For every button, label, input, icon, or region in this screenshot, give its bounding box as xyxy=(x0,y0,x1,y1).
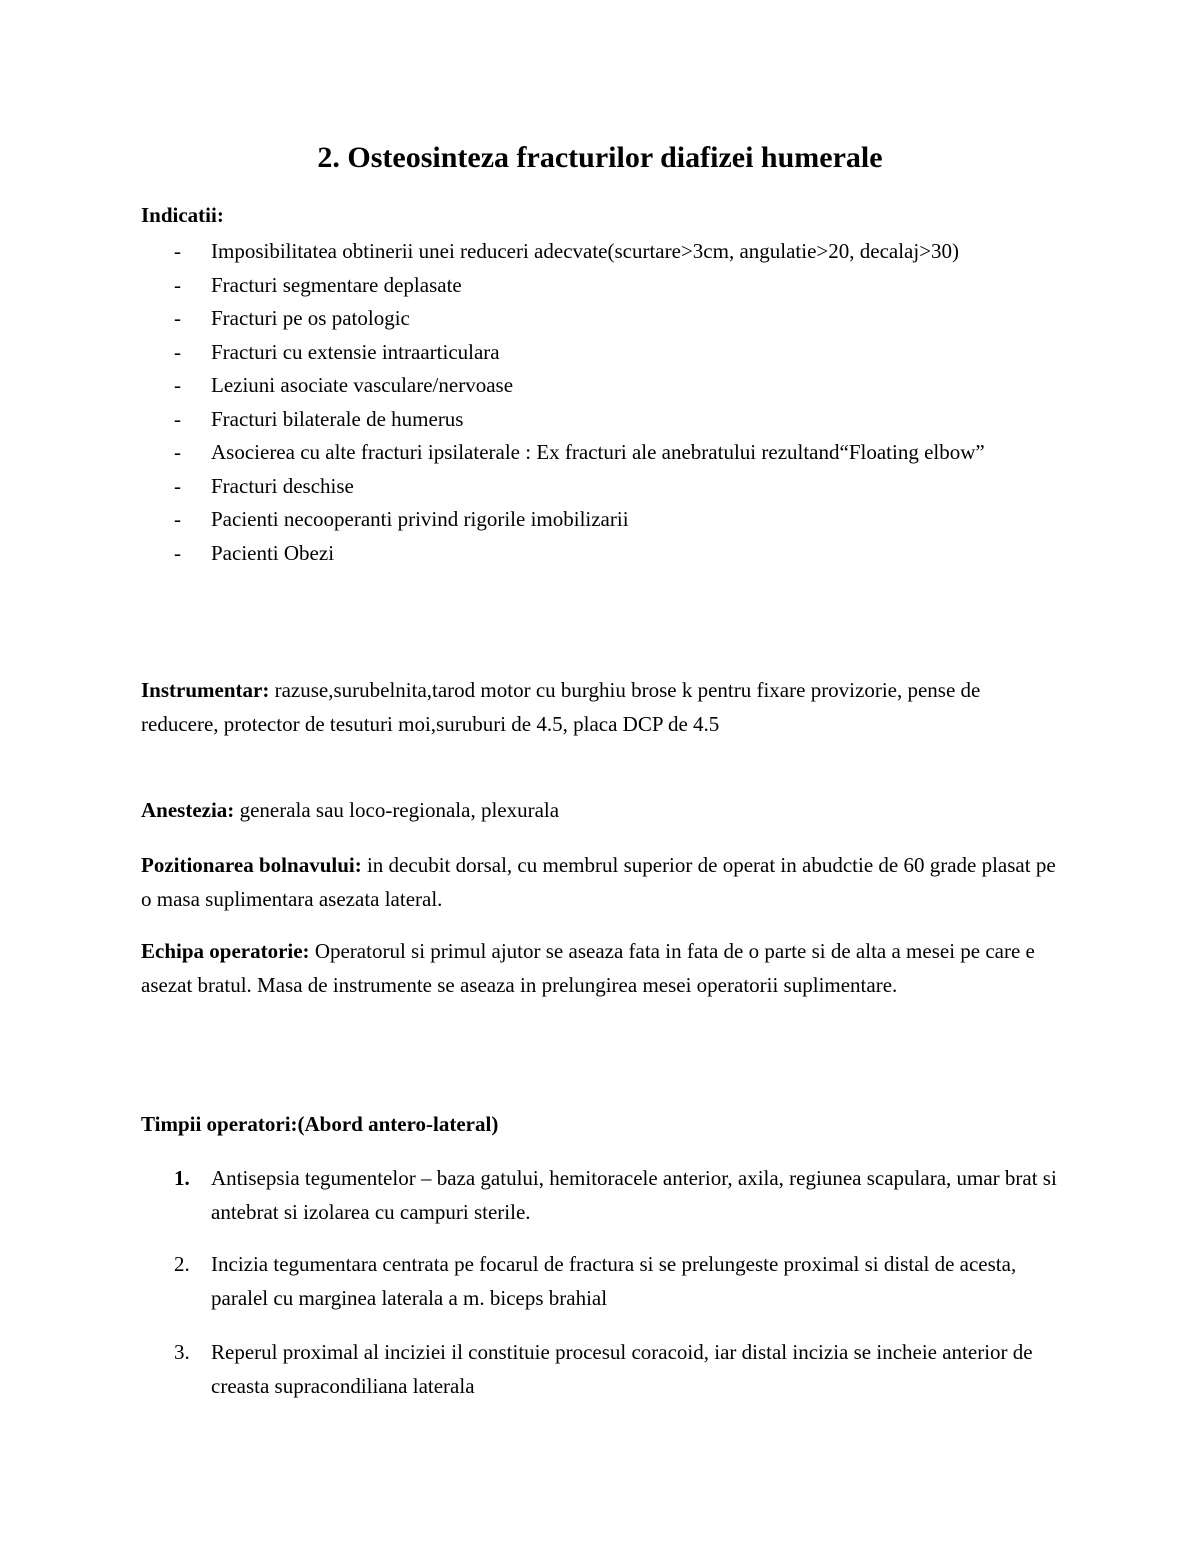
list-item: - Fracturi cu extensie intraarticulara xyxy=(141,336,1071,370)
timpii-steps xyxy=(141,1335,1071,1403)
timpii-steps xyxy=(141,1247,1071,1315)
bullet-dash: - xyxy=(174,239,181,263)
anestezia-text: generala sau loco-regionala, plexurala xyxy=(234,798,560,822)
step-text: Antisepsia tegumentelor – baza gatului, hemitoracele anterior, axila, regiunea scapulara, umar brat si antebrat si izolarea cu campuri sterile. xyxy=(211,1166,1057,1224)
indicatii-list xyxy=(141,235,1071,570)
list-item: - Fracturi deschise xyxy=(141,470,1071,504)
echipa-paragraph xyxy=(141,934,1061,1002)
instrumentar-label: Instrumentar: xyxy=(141,678,270,702)
instrumentar-paragraph xyxy=(141,673,1061,741)
anestezia-paragraph xyxy=(141,793,1061,827)
step-number: 1. xyxy=(174,1166,190,1190)
list-item: - Fracturi pe os patologic xyxy=(141,302,1071,336)
bullet-dash: - xyxy=(174,272,181,297)
bullet-dash: - xyxy=(174,473,181,498)
list-item: - Asocierea cu alte fracturi ipsilaterale : Ex fracturi ale anebratului rezultand“Floating elbow” xyxy=(141,436,1071,470)
bullet-dash: - xyxy=(174,373,181,397)
timpii-steps xyxy=(141,1161,1071,1229)
list-item xyxy=(141,1335,1071,1403)
step-number: 2. xyxy=(174,1252,190,1276)
pozitionarea-text: in decubit dorsal, cu membrul superior de operat in abudctie de 60 grade plasat pe o masa suplimentara asezata lateral. xyxy=(141,853,1056,911)
list-item: - Imposibilitatea obtinerii unei reduceri adecvate(scurtare>3cm, angulatie>20, decalaj>30) xyxy=(141,235,1071,269)
echipa-text: Operatorul si primul ajutor se aseaza fata in fata de o parte si de alta a mesei pe care e asezat bratul. Masa de instrumente se aseaza in prelungirea mesei operatorii suplimentare. xyxy=(141,939,1035,997)
bullet-dash: - xyxy=(174,306,181,330)
indicatii-heading xyxy=(141,198,1061,232)
timpii-heading-text: Timpii operatori:(Abord antero-lateral) xyxy=(141,1112,499,1136)
pozitionarea-label: Pozitionarea bolnavului: xyxy=(141,853,362,877)
indicatii-label: Indicatii: xyxy=(141,203,224,227)
list-item: - Fracturi bilaterale de humerus xyxy=(141,403,1071,437)
list-item: - Fracturi segmentare deplasate xyxy=(141,269,1071,303)
instrumentar-text: razuse,surubelnita,tarod motor cu burghiu brose k pentru fixare provizorie, pense de reducere, protector de tesuturi moi,suruburi de 4.5, placa DCP de 4.5 xyxy=(141,678,981,736)
step-text: Reperul proximal al inciziei il constituie procesul coracoid, iar distal incizia se incheie anterior de creasta supracondiliana laterala xyxy=(211,1340,1033,1398)
echipa-label: Echipa operatorie: xyxy=(141,939,310,963)
bullet-dash: - xyxy=(174,540,181,565)
list-item xyxy=(141,1161,1071,1229)
bullet-dash: - xyxy=(174,507,181,531)
step-number: 3. xyxy=(174,1340,190,1364)
list-item xyxy=(141,1247,1071,1315)
anestezia-label: Anestezia: xyxy=(141,798,235,822)
page-title: 2. Osteosinteza fracturilor diafizei humerale xyxy=(317,141,883,174)
timpii-heading xyxy=(141,1107,1061,1141)
bullet-dash: - xyxy=(174,406,181,431)
bullet-dash: - xyxy=(174,339,181,364)
bullet-dash: - xyxy=(174,440,181,464)
list-item: - Leziuni asociate vasculare/nervoase xyxy=(141,369,1071,403)
list-item: - Pacienti Obezi xyxy=(141,537,1071,571)
pozitionarea-paragraph xyxy=(141,848,1061,916)
step-text: Incizia tegumentara centrata pe focarul de fractura si se prelungeste proximal si distal de acesta, paralel cu marginea laterala a m. biceps brahial xyxy=(211,1252,1017,1310)
list-item: - Pacienti necooperanti privind rigorile imobilizarii xyxy=(141,503,1071,537)
